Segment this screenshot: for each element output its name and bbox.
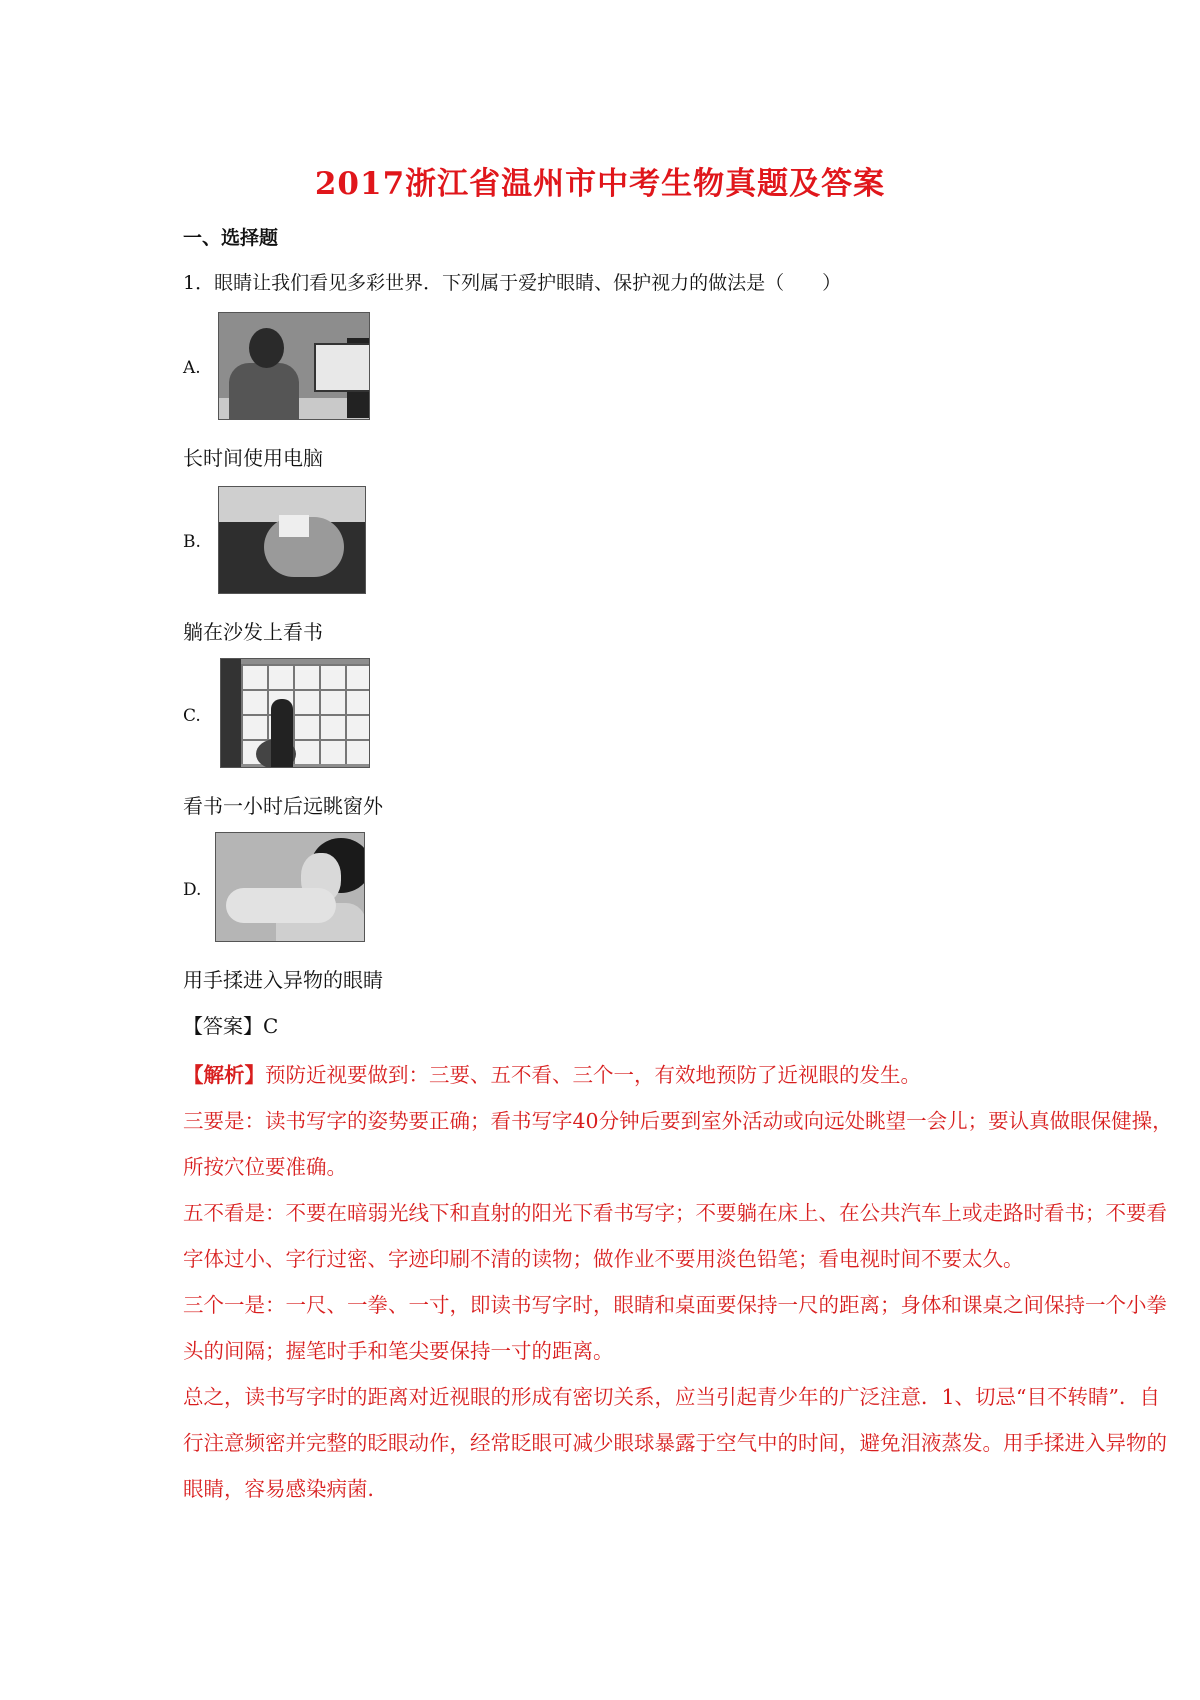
analysis-block — [183, 1052, 1175, 1512]
analysis-paragraph-3: 五不看是：不要在暗弱光线下和直射的阳光下看书写字；不要躺在床上、在公共汽车上或走路时看书；不要看字体过小、字行过密、字迹印刷不清的读物；做作业不要用淡色铅笔；看电视时间不要太久。 — [183, 1201, 1167, 1271]
option-a-photo — [218, 312, 370, 420]
analysis-paragraph-4: 三个一是：一尺、一拳、一寸，即读书写字时，眼睛和桌面要保持一尺的距离；身体和课桌之间保持一个小拳头的间隔；握笔时手和笔尖要保持一寸的距离。 — [183, 1293, 1167, 1363]
option-c-photo — [220, 658, 370, 768]
analysis-paragraph-1: 【解析】预防近视要做到：三要、五不看、三个一，有效地预防了近视眼的发生。 — [183, 1063, 921, 1087]
option-c-caption: 看书一小时后远眺窗外 — [183, 794, 383, 818]
option-d-caption: 用手揉进入异物的眼睛 — [183, 968, 383, 992]
option-c-letter: C. — [183, 706, 201, 726]
answer-line: 【答案】C — [183, 1014, 279, 1038]
question-text: 1．眼睛让我们看见多彩世界．下列属于爱护眼睛、保护视力的做法是（ ） — [183, 272, 842, 294]
option-a-letter: A. — [183, 358, 201, 378]
analysis-paragraph-5: 总之，读书写字时的距离对近视眼的形成有密切关系，应当引起青少年的广泛注意．1、切忌“目不转睛”．自行注意频密并完整的眨眼动作，经常眨眼可减少眼球暴露于空气中的时间，避免泪液蒸发。用手揉进入异物的眼睛，容易感染病菌． — [183, 1385, 1167, 1501]
section-heading: 一、选择题 — [183, 227, 279, 249]
option-b-photo — [218, 486, 366, 594]
page-title: 2017浙江省温州市中考生物真题及答案 — [314, 166, 886, 202]
analysis-label: 【解析】 — [183, 1063, 265, 1087]
option-d-letter: D. — [183, 880, 202, 900]
analysis-paragraph-2: 三要是：读书写字的姿势要正确；看书写字40分钟后要到室外活动或向远处眺望一会儿；要认真做眼保健操，所按穴位要准确。 — [183, 1109, 1173, 1179]
option-b-caption: 躺在沙发上看书 — [183, 620, 323, 644]
option-a-caption: 长时间使用电脑 — [183, 446, 323, 470]
option-d-photo — [215, 832, 365, 942]
option-b-letter: B. — [183, 532, 201, 552]
